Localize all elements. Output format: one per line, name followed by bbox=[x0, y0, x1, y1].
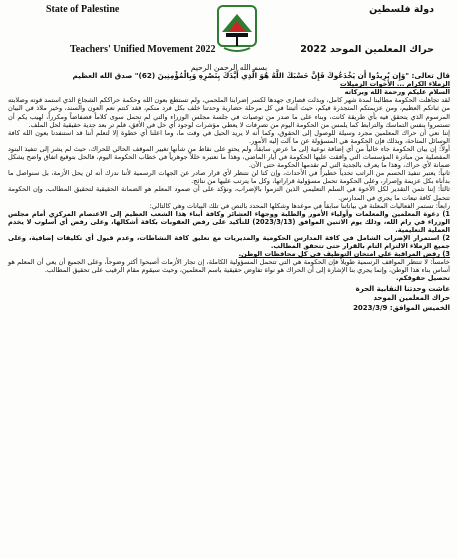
greeting-line-2: السلام عليكم ورحمة الله وبركاته bbox=[344, 88, 450, 97]
paragraph-context: إننا نعي أن حراك المعلمين مجرد وسيلة للوصول إلى الحقوق، وكما أنه لا يريد الحيل في وقت ما، وما اعلنا أي خطوة إلا لتعلم أننا قد استنفدنا بعون الله كافة الوسائل المتاحة، وبذلك فإن الحكومة هي المسؤولة عن ما آلت إليه الأمور. bbox=[8, 128, 450, 145]
teachers-movement-logo-icon bbox=[214, 2, 260, 56]
basmala: بسم الله الرحمن الرحيم bbox=[190, 63, 268, 72]
state-name-english: State of Palestine bbox=[46, 4, 120, 15]
signature-date: الخميس الموافق: 2023/3/9 bbox=[353, 303, 450, 312]
signature-movement: حراك المعلمين الموحد bbox=[373, 294, 450, 303]
quran-verse: قال تعالى: "وَإِن يُرِيدُوا أَن يَخْدَعُوكَ فَإِنَّ حَسْبَكَ اللَّهُ هُوَ الَّذِي أَيَّدَكَ بِنَصْرِهِ وَبِالْمُؤْمِنِينَ (62)" صدق الله العظيم bbox=[72, 71, 450, 81]
numbered-item-2: 2) استمرار الإضراب الشامل في كافة المدارس الحكومية والمديريات مع تعليق كافة النشاطات، وعدم قبول أي تكليفات إضافية، وعلى جميع الزملاء الالتزام التام بالقرار حتى تتحقق المطالب. bbox=[8, 233, 450, 251]
movement-name-arabic: حراك المعلمين الموحد 2022 bbox=[300, 44, 434, 55]
signature-block bbox=[8, 285, 450, 314]
paragraph-third: ثالثاً: إننا نثمن التقدير لكل الأخوة في السلم التعليمي الذين التزموا بالإضراب، ونؤكد على أن صمود المعلم هو الضمانة الحقيقية لتحقيق المطالب، وإن الحكومة تتحمل كافة تبعات ما يجري في المدارس. bbox=[8, 185, 450, 202]
paragraph-second: ثانياً: يعتبر تنفيذ الحسم من الراتب تحدياً خطيراً في الأحداث، وإن كنا لن نتنظر لأي قرار صادر عن الجهات الرسمية لأننا ندرك أنه لن يحل الأزمة، بل سنواصل ما بدأناه بكل عزيمة وإصرار، وعلى الحكومة تحمل مسؤولية قراراتها، وكل ما يترتب عليها من نتائج. bbox=[8, 169, 450, 186]
paragraph-fifth: خامساً: لا تنتظر المواقف الرسمية طويلاً فإن الحكومة هي التي تتحمل المسؤولية الكاملة، إن تجار الأزمات أصبحوا أكثر وضوحاً، وعلى الجميع أن يعي أن المعلم هو أساس بناء هذا الوطن، وإنما يجري بنا الإشارة إلى أن الحراك هو نواة تفاوض حقيقية باسم المعلمين، وحيث سيقوم مقام الرقيب على تحقيق المطالب. bbox=[8, 258, 450, 275]
movement-name-english: Teachers' Unified Movement 2022 bbox=[70, 44, 216, 55]
greeting-line-1: الزملاء الكرام ... الأخوات الزميلات bbox=[340, 80, 450, 89]
numbered-item-3: 3) رفض المراقبة على امتحان التوظيف في كل محافظات الوطن. bbox=[238, 250, 450, 259]
closing-line: تحصيل حقوقكم. bbox=[395, 274, 450, 283]
numbered-item-1: 1) دعوة المعلمين والمعلمات وأولياء الأمور والطلبة ووجهاء العشائر وكافة أبناء هذا الشعب العظيم إلى الاعتصام المركزي أمام مجلس الوزراء في رام الله، وذلك يوم الاثنين الموافق (2023/3/13) للتأكيد على رفض العقوبات بكافة أشكالها، وعلى رفض أي أسلوب لا يخدم العملية التعليمية. bbox=[8, 209, 450, 234]
paragraph-fourth: رابعاً: تستمر الفعاليات المعلنة في بياناتنا سابقاً في موعدها وشكلها المحدد بالنص في تلك البيانات وهي كالتالي: bbox=[149, 201, 450, 210]
paragraph-intro: لقد تجاهلت الحكومة مطالبنا لمدة شهر كامل، وبذلت قصارى جهدها لكسر إضرابنا الملحمي، ولم تستطع بعون الله وحكمة حراككم الشجاع الذي استمد قوته وصلابته من ثباتكم العظيم، ومن عزيمتكم المتجذرة فيكم، حيث أثبتنا في كل مرحلة حضارية وحدتنا خلف بكل فرد منكم، فقد كنتم نعم العون والسند، وخير ملاذ في البيان المرسوم الذي يتحقق فيه بأي طريقة كانت، وبناء على ما صدر من توصيات في جلسة مجلس الوزراء والتي لم تحمل سوى كلاماً فضفاضاً ومكرراً، لهيب يكم أن تستمروا بنفس التماسك والترابط كما يلمس من الحكومة اليوم من تصرفات لا يعطي مؤشرات لوجود أي حل في الأفق، فلم تر بعد جدية حقيقية لحل الملف. bbox=[8, 96, 450, 129]
paragraph-first: أولاً: إن بيان الحكومة جاء خالياً من أي إضافة نوعية إلى ما عرض سابقاً، ولم يحتوِ على نقاط من شأنها تغيير الموقف الحالي للحراك، حيث لم يشر إلى تنفيذ البنود المفصلية من مبادرة المؤسسات التي وافقت عليها الحكومة في أيار الماضي، وهذا ما نعتبره خللاً جوهرياً في خطاب الحكومة اليوم، فالحل بتوقيع اتفاق واضح يشكل ضمانة لأي حراك، وهذا ما يعرف بالجدية التي لم تقدمها الحكومة حتى الآن. bbox=[8, 144, 450, 170]
statement-body bbox=[8, 64, 450, 313]
signature-slogan: عاشت وحدتنا النقابية الحرة bbox=[355, 284, 450, 293]
state-name-arabic: دولة فلسطين bbox=[369, 4, 434, 15]
letterhead bbox=[8, 0, 450, 64]
